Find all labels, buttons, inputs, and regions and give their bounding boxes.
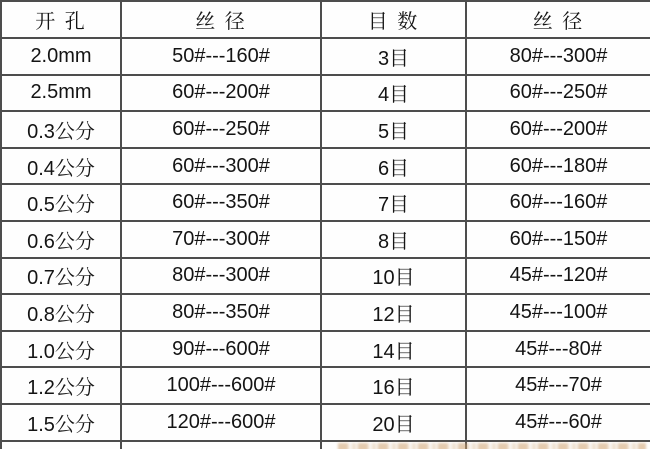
table-row <box>1 331 650 368</box>
table-row <box>1 148 650 185</box>
cell-mesh-count: 12目 <box>321 294 466 331</box>
cell-wire-diameter-right: 60#---250# <box>466 75 650 112</box>
table-body <box>1 38 650 449</box>
cell-mesh-count: 20目 <box>321 404 466 441</box>
cell-opening: 1.5公分 <box>1 404 121 441</box>
cell-opening: 1.2公分 <box>1 367 121 404</box>
cell-wire-diameter-right: 45#---120# <box>466 258 650 295</box>
cell-opening: 0.3公分 <box>1 111 121 148</box>
table-row <box>1 111 650 148</box>
cell-opening: 1.0公分 <box>1 331 121 368</box>
cell-mesh-count <box>321 441 466 449</box>
table-header-row <box>1 1 650 38</box>
cell-opening: 0.7公分 <box>1 258 121 295</box>
cell-wire-diameter-left: 70#---300# <box>121 221 321 258</box>
cell-mesh-count: 7目 <box>321 184 466 221</box>
cell-wire-diameter-left: 100#---600# <box>121 367 321 404</box>
cell-opening: 2.5mm <box>1 75 121 112</box>
cell-wire-diameter-right <box>466 441 650 449</box>
cell-mesh-count: 4目 <box>321 75 466 112</box>
cell-wire-diameter-right: 45#---100# <box>466 294 650 331</box>
cell-mesh-count: 10目 <box>321 258 466 295</box>
cell-opening: 2.0mm <box>1 38 121 75</box>
cell-wire-diameter-right: 60#---180# <box>466 148 650 185</box>
cell-wire-diameter-right: 60#---160# <box>466 184 650 221</box>
table-row <box>1 38 650 75</box>
cell-mesh-count: 8目 <box>321 221 466 258</box>
cell-opening: 0.6公分 <box>1 221 121 258</box>
cell-wire-diameter-left: 60#---200# <box>121 75 321 112</box>
header-wire-diameter-2: 丝 径 <box>466 1 650 38</box>
cell-mesh-count: 6目 <box>321 148 466 185</box>
cell-wire-diameter-left: 80#---300# <box>121 258 321 295</box>
header-wire-diameter-1: 丝 径 <box>121 1 321 38</box>
cell-wire-diameter-right: 80#---300# <box>466 38 650 75</box>
table-row <box>1 258 650 295</box>
cell-opening: 0.8公分 <box>1 294 121 331</box>
table-row <box>1 294 650 331</box>
cell-wire-diameter-left: 80#---350# <box>121 294 321 331</box>
cell-mesh-count: 16目 <box>321 367 466 404</box>
cell-wire-diameter-left <box>121 441 321 449</box>
cell-wire-diameter-right: 60#---150# <box>466 221 650 258</box>
cell-wire-diameter-right: 60#---200# <box>466 111 650 148</box>
header-mesh-count: 目 数 <box>321 1 466 38</box>
table-row <box>1 404 650 441</box>
cell-wire-diameter-left: 90#---600# <box>121 331 321 368</box>
table-row <box>1 75 650 112</box>
cell-opening <box>1 441 121 449</box>
table-row <box>1 367 650 404</box>
cell-wire-diameter-left: 50#---160# <box>121 38 321 75</box>
cell-opening: 0.5公分 <box>1 184 121 221</box>
cell-wire-diameter-right: 45#---60# <box>466 404 650 441</box>
cell-wire-diameter-right: 45#---80# <box>466 331 650 368</box>
table-row <box>1 441 650 449</box>
cell-mesh-count: 3目 <box>321 38 466 75</box>
cell-opening: 0.4公分 <box>1 148 121 185</box>
table-row <box>1 221 650 258</box>
table-row <box>1 184 650 221</box>
cell-wire-diameter-left: 60#---300# <box>121 148 321 185</box>
cell-mesh-count: 14目 <box>321 331 466 368</box>
cell-wire-diameter-left: 60#---350# <box>121 184 321 221</box>
cell-wire-diameter-right: 45#---70# <box>466 367 650 404</box>
cell-wire-diameter-left: 60#---250# <box>121 111 321 148</box>
header-opening: 开 孔 <box>1 1 121 38</box>
cell-mesh-count: 5目 <box>321 111 466 148</box>
cell-wire-diameter-left: 120#---600# <box>121 404 321 441</box>
